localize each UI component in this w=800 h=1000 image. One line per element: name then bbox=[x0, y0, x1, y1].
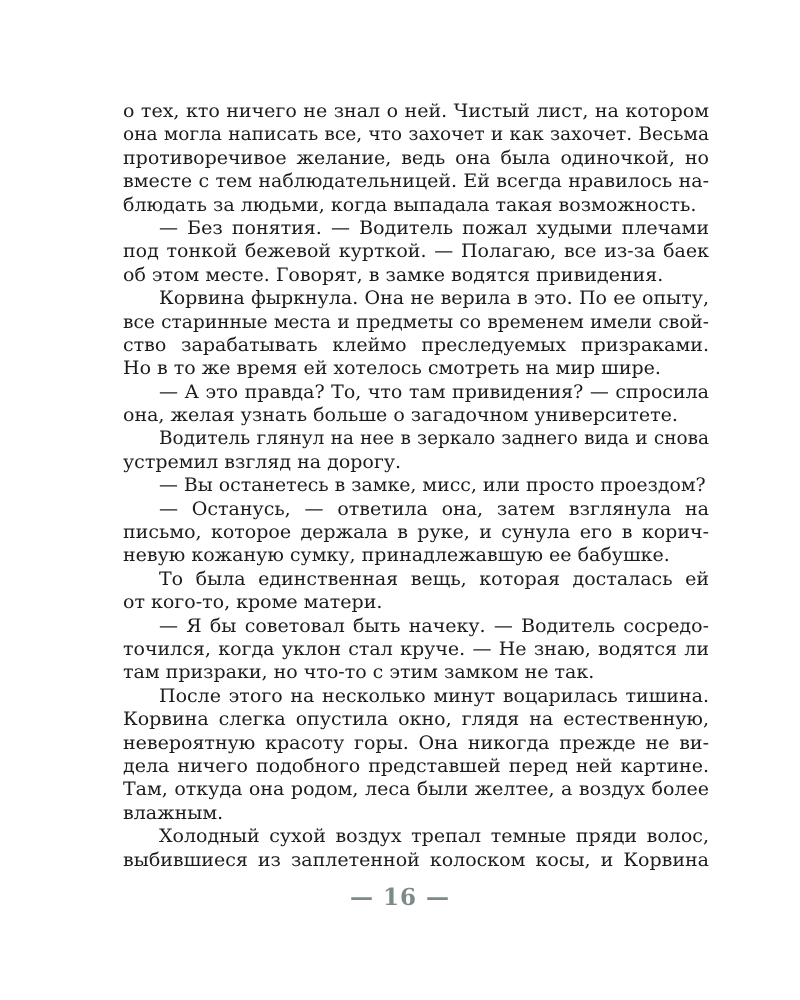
text-line: противоречивое желание, ведь она была одиночкой, но bbox=[123, 146, 709, 169]
text-line: о тех, кто ничего не знал о ней. Чистый лист, на котором bbox=[123, 100, 709, 122]
text-line: дела ничего подобного представшей перед ней картине. bbox=[123, 754, 709, 777]
text-line: устремил взгляд на дорогу. bbox=[123, 450, 402, 473]
text-line: выбившиеся из заплетенной колоском косы, и Корвина bbox=[123, 848, 709, 871]
text-line: она, желая узнать больше о загадочном университете. bbox=[123, 404, 678, 427]
text-line: вместе с тем наблюдательницей. Ей всегда нравилось на- bbox=[123, 170, 709, 193]
text-line: — Я бы советовал быть начеку. — Водитель сосредо- bbox=[159, 614, 709, 637]
text-line: блюдать за людьми, когда выпадала такая возможность. bbox=[123, 193, 697, 216]
text-line: об этом месте. Говорят, в замке водятся привидения. bbox=[123, 263, 664, 286]
text-line: влажным. bbox=[123, 801, 224, 824]
text-line: После этого на несколько минут воцарилась тишина. bbox=[159, 684, 709, 707]
text-line: Корвина фыркнула. Она не верила в это. По ее опыту, bbox=[159, 287, 709, 310]
body-text bbox=[123, 100, 709, 872]
text-line: от кого-то, кроме матери. bbox=[123, 591, 383, 614]
text-line: Холодный сухой воздух трепал темные пряди волос, bbox=[159, 825, 709, 848]
text-line: невую кожаную сумку, принадлежавшую ее бабушке. bbox=[123, 544, 670, 567]
text-line: Водитель глянул на нее в зеркало заднего вида и снова bbox=[159, 428, 709, 450]
text-line: точился, когда уклон стал круче. — Не знаю, водятся ли bbox=[123, 637, 709, 660]
text-line: Там, откуда она родом, леса были желтее, а воздух более bbox=[123, 778, 709, 801]
text-line: — Без понятия. — Водитель пожал худыми плечами bbox=[159, 216, 709, 239]
text-line: она могла написать все, что захочет и как захочет. Весьма bbox=[123, 124, 709, 146]
text-line: — Останусь, — ответила она, затем взглянула на bbox=[159, 497, 709, 520]
text-line: — А это правда? То, что там привидения? — спросила bbox=[159, 380, 709, 403]
text-line: ство зарабатывать клеймо преследуемых призраками. bbox=[123, 333, 709, 356]
text-line: То была единственная вещь, которая досталась ей bbox=[159, 567, 709, 590]
text-line: — Вы останетесь в замке, мисс, или просто проездом? bbox=[159, 474, 706, 497]
text-line: под тонкой бежевой курткой. — Полагаю, все из-за баек bbox=[123, 240, 709, 263]
text-line: Корвина слегка опустила окно, глядя на естественную, bbox=[123, 708, 709, 731]
text-line: невероятную красоту горы. Она никогда прежде не ви- bbox=[123, 731, 709, 754]
page-number: — 16 — bbox=[349, 884, 451, 911]
text-line: письмо, которое держала в руке, и сунула его в корич- bbox=[123, 521, 709, 544]
text-line: все старинные места и предметы со временем имели свой- bbox=[123, 311, 709, 333]
text-line: Но в то же время ей хотелось смотреть на мир шире. bbox=[123, 357, 661, 380]
text-line: там призраки, но что-то с этим замком не так. bbox=[123, 661, 595, 684]
